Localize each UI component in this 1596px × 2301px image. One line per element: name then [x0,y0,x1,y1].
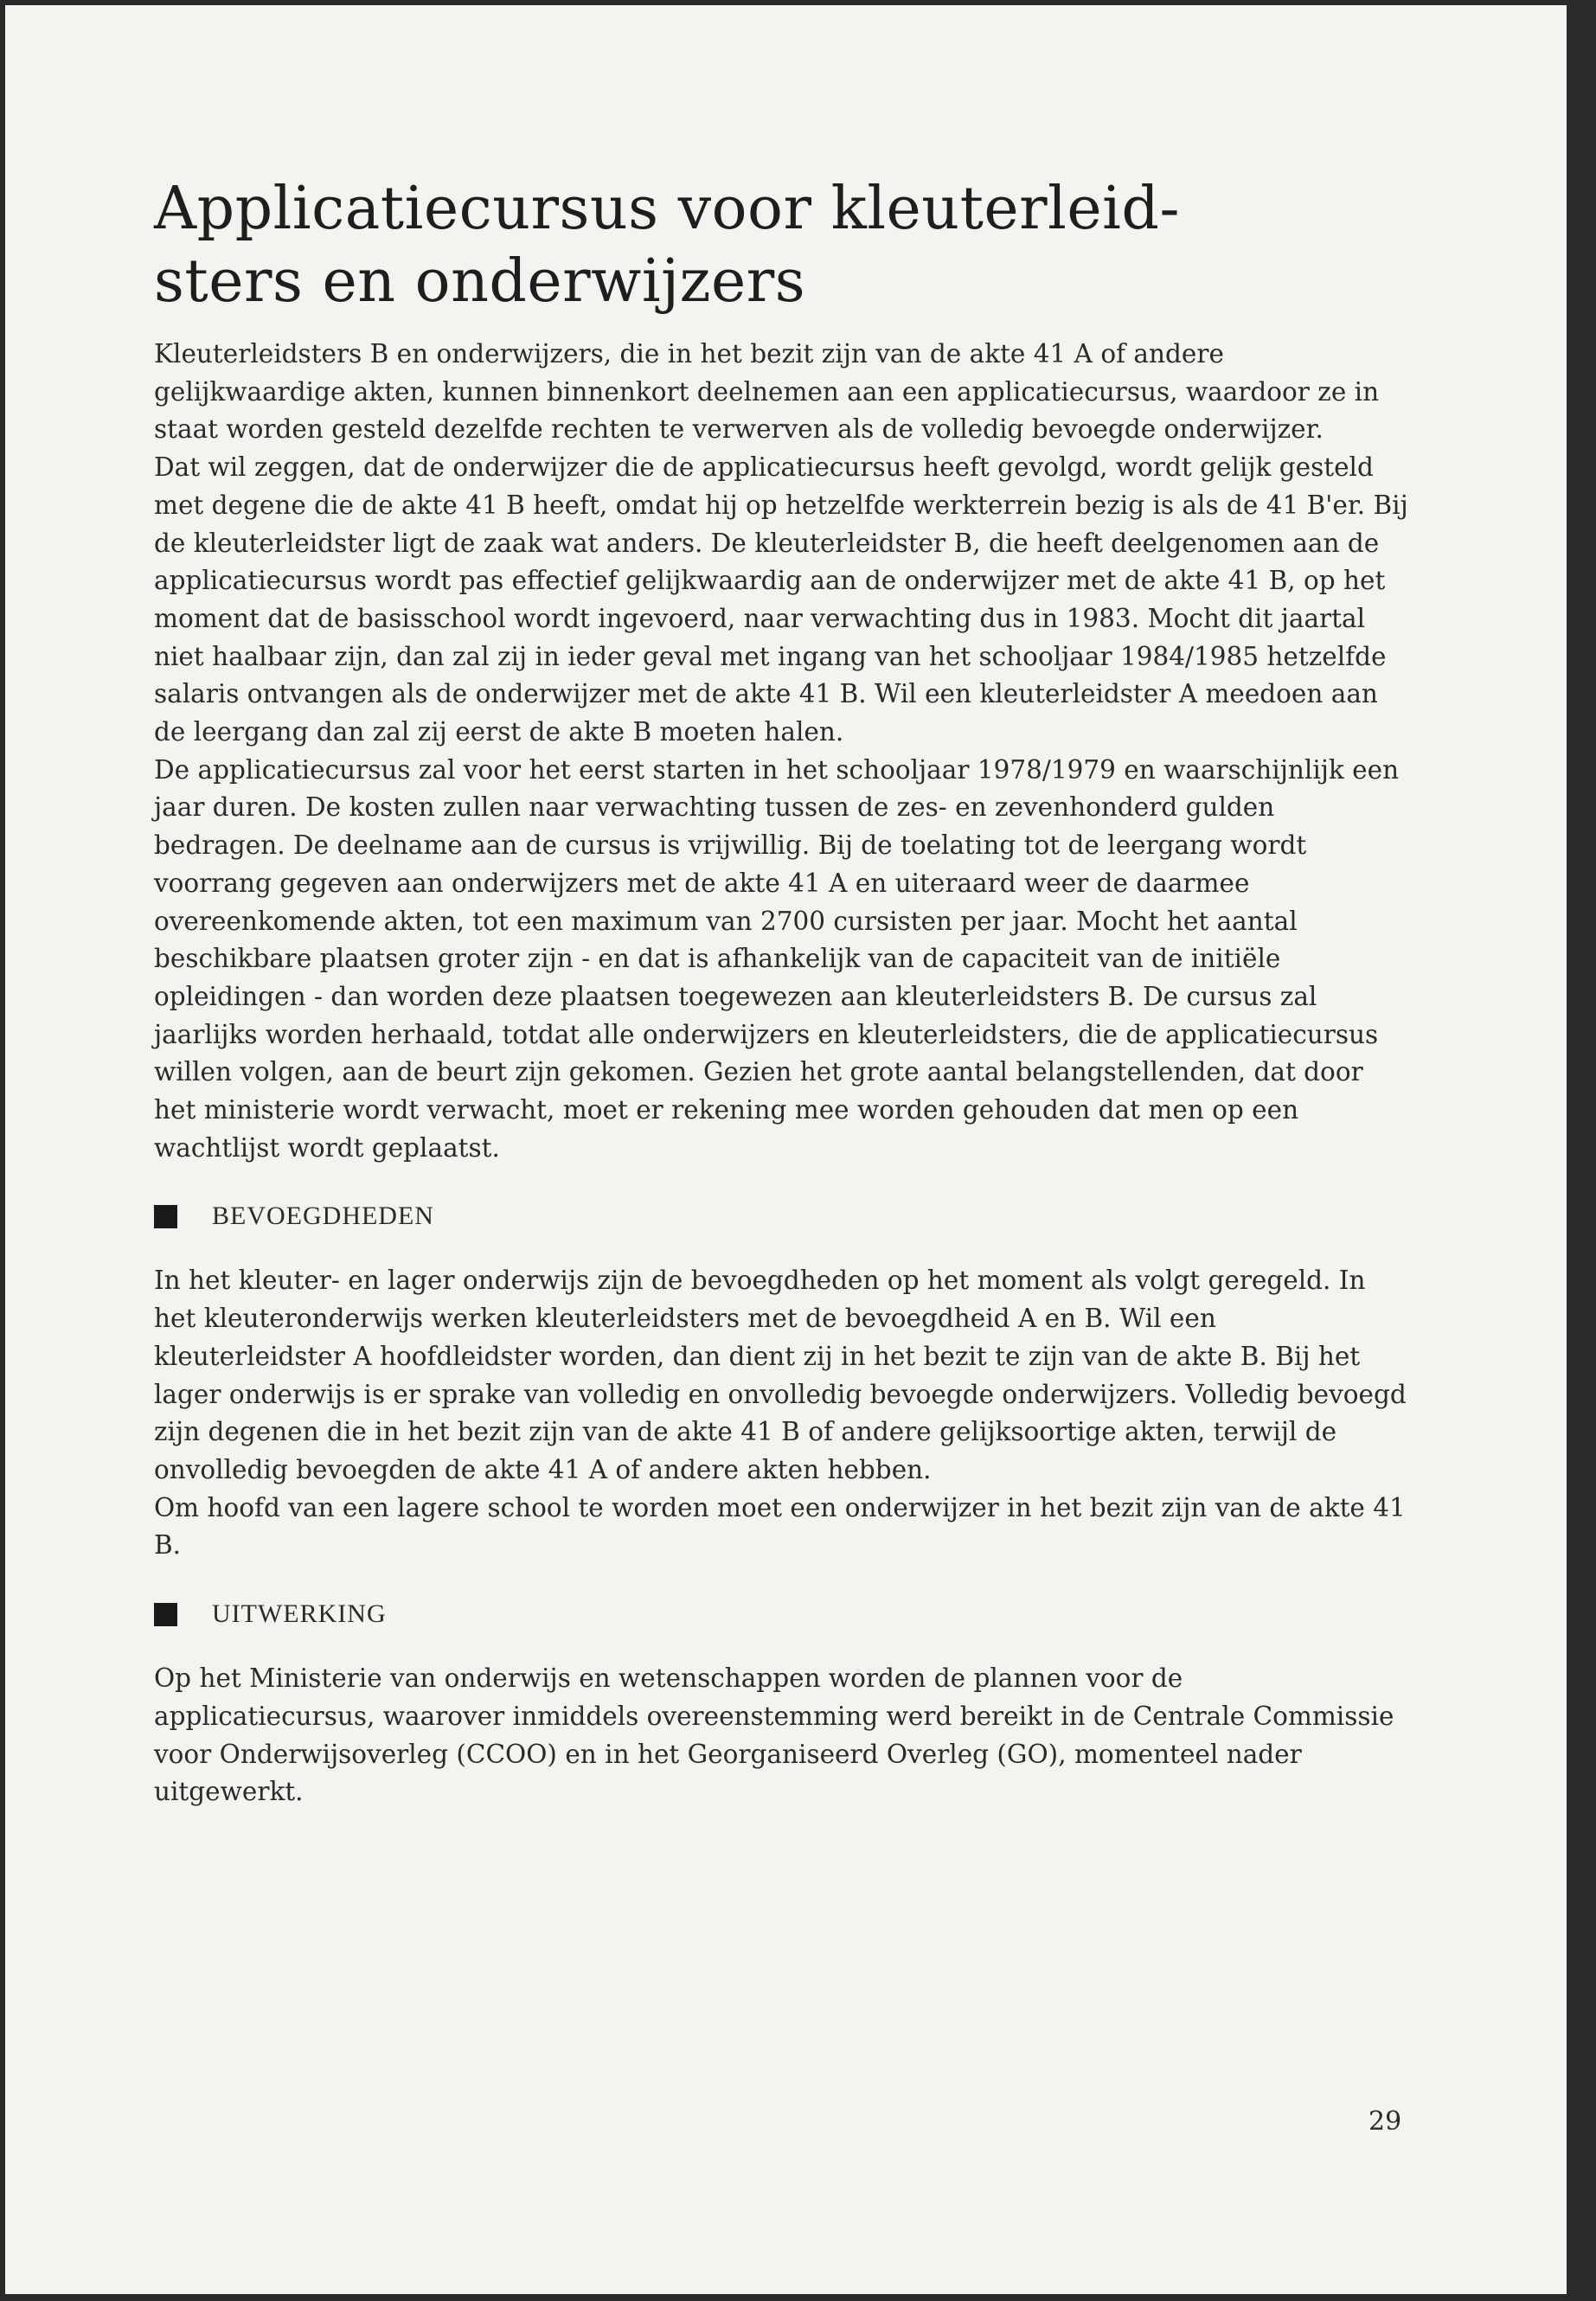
square-bullet-icon [154,1603,177,1626]
intro-section [154,336,1410,1167]
section-label: BEVOEGDHEDEN [212,1202,434,1231]
page-number: 29 [1368,2106,1402,2137]
uitwerking-section [154,1660,1410,1811]
section-label: UITWERKING [212,1599,387,1629]
article-title: Applicatiecursus voor kleuterleid- sters en onderwijzers [154,175,1180,316]
uitwerking-paragraph-1: Op het Ministerie van onderwijs en wetenschappen worden de plannen voor de applicatiecursus, waarover inmiddels overeenstemming werd bereikt in de Centrale Commissie voor Onderwijsoverleg (CCOO) en in het Georganiseerd Overleg (GO), momenteel nader uitgewerkt. [154,1663,1394,1807]
square-bullet-icon [154,1205,177,1228]
bevoegdheden-paragraph-2: Om hoofd van een lagere school te worden moet een onderwijzer in het bezit zijn van de akte 41 B. [154,1492,1406,1561]
intro-paragraph-2: Dat wil zeggen, dat de onderwijzer die de applicatiecursus heeft gevolgd, wordt gelijk gesteld met degene die de akte 41 B heeft, omdat hij op hetzelfde werkterrein bezig is als de 41 B'er. Bij de kleuterleidster ligt de zaak wat anders. De kleuterleidster B, die heeft deelgenomen aan de applicatiecursus wordt pas effectief gelijkwaardig aan de onderwijzer met de akte 41 B, op het moment dat de basisschool wordt ingevoerd, naar verwachting dus in 1983. Mocht dit jaartal niet haalbaar zijn, dan zal zij in ieder geval met ingang van het schooljaar 1984/1985 hetzelfde salaris ontvangen als de onderwijzer met de akte 41 B. Wil een kleuterleidster A meedoen aan de leergang dan zal zij eerst de akte B moeten halen. [154,452,1408,747]
bevoegdheden-section [154,1262,1410,1565]
section-heading-uitwerking [154,1599,1410,1629]
intro-paragraph-3: De applicatiecursus zal voor het eerst starten in het schooljaar 1978/1979 en waarschijnlijk een jaar duren. De kosten zullen naar verwachting tussen de zes- en zevenhonderd gulden bedragen. De deelname aan de cursus is vrijwillig. Bij de toelating tot de leergang wordt voorrang gegeven aan onderwijzers met de akte 41 A en uiteraard weer de daarmee overeenkomende akten, tot een maximum van 2700 cursisten per jaar. Mocht het aantal beschikbare plaatsen groter zijn - en dat is afhankelijk van de capaciteit van de initiële opleidingen - dan worden deze plaatsen toegewezen aan kleuterleidsters B. De cursus zal jaarlijks worden herhaald, totdat alle onderwijzers en kleuterleidsters, die de applicatiecursus willen volgen, aan de beurt zijn gekomen. Gezien het grote aantal belangstellenden, dat door het ministerie wordt verwacht, moet er rekening mee worden gehouden dat men op een wachtlijst wordt geplaatst. [154,754,1400,1163]
intro-paragraph-1: Kleuterleidsters B en onderwijzers, die in het bezit zijn van de akte 41 A of andere gelijkwaardige akten, kunnen binnenkort deelnemen aan een applicatiecursus, waardoor ze in staat worden gesteld dezelfde rechten te verwerven als de volledig bevoegde onderwijzer. [154,339,1380,445]
bevoegdheden-paragraph-1: In het kleuter- en lager onderwijs zijn de bevoegdheden op het moment als volgt geregeld. In het kleuteronderwijs werken kleuterleidsters met de bevoegdheid A en B. Wil een kleuterleidster A hoofdleidster worden, dan dient zij in het bezit te zijn van de akte B. Bij het lager onderwijs is er sprake van volledig en onvolledig bevoegde onderwijzers. Volledig bevoegd zijn degenen die in het bezit zijn van de akte 41 B of andere gelijksoortige akten, terwijl de onvolledig bevoegden de akte 41 A of andere akten hebben. [154,1266,1407,1484]
section-heading-bevoegdheden [154,1202,1410,1231]
article [154,173,1410,1811]
